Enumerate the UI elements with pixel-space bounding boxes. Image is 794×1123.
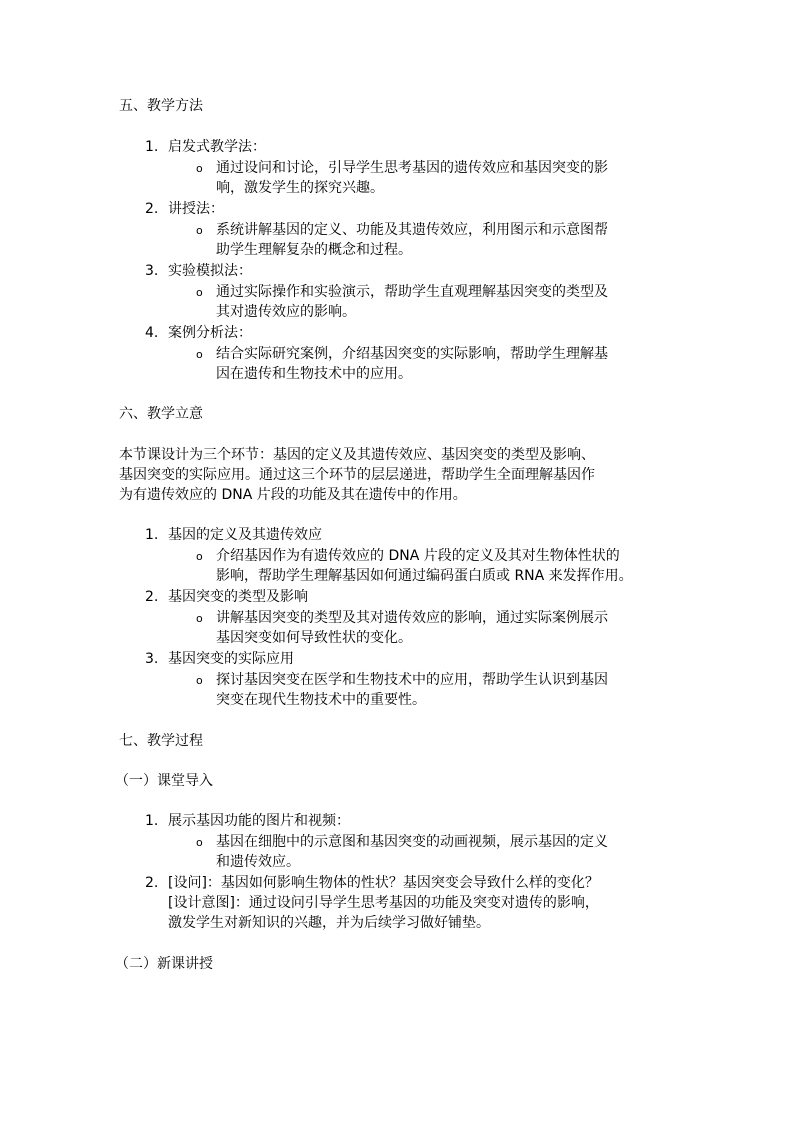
list-item-text: 响，激发学生的探究兴趣。 <box>216 180 384 196</box>
bullet-icon: o <box>196 224 203 237</box>
list-item-text: 和遗传效应。 <box>216 854 300 870</box>
list-number: 3. <box>145 263 159 279</box>
subsection-heading-new-lesson: （二）新课讲授 <box>115 956 213 972</box>
bullet-icon: o <box>196 348 203 361</box>
paragraph-line: 为有遗传效应的 DNA 片段的功能及其在遗传中的作用。 <box>119 487 467 503</box>
list-item-text: 讲解基因突变的类型及其对遗传效应的影响，通过实际案例展示 <box>216 610 608 626</box>
bullet-icon: o <box>196 162 203 175</box>
list-number: 1. <box>145 527 159 543</box>
bullet-icon: o <box>196 612 203 625</box>
list-item-text: 系统讲解基因的定义、功能及其遗传效应，利用图示和示意图帮 <box>216 222 608 238</box>
section-heading-teaching-methods: 五、教学方法 <box>119 98 203 114</box>
list-item-title: 基因的定义及其遗传效应 <box>168 527 322 543</box>
list-item-text: 结合实际研究案例，介绍基因突变的实际影响，帮助学生理解基 <box>216 346 608 362</box>
bullet-icon: o <box>196 550 203 563</box>
list-item-text: 基因在细胞中的示意图和基因突变的动画视频，展示基因的定义 <box>216 834 608 850</box>
list-item-title: 展示基因功能的图片和视频： <box>168 813 350 829</box>
list-number: 2. <box>145 875 159 891</box>
list-item-title: 启发式教学法： <box>168 139 266 155</box>
list-number: 3. <box>145 651 159 667</box>
list-number: 1. <box>145 813 159 829</box>
list-item-text: 突变在现代生物技术中的重要性。 <box>216 692 426 708</box>
list-item-text: 基因突变如何导致性状的变化。 <box>216 630 412 646</box>
paragraph-line: 基因突变的实际应用。通过这三个环节的层层递进，帮助学生全面理解基因作 <box>119 467 595 483</box>
list-item-title: 基因突变的类型及影响 <box>168 589 308 605</box>
list-item-title: 讲授法： <box>168 201 224 217</box>
paragraph-line: 本节课设计为三个环节：基因的定义及其遗传效应、基因突变的类型及影响、 <box>119 447 595 463</box>
list-item-text: 介绍基因作为有遗传效应的 DNA 片段的定义及其对生物体性状的 <box>216 548 620 564</box>
design-intent-line: [设计意图]：通过设问引导学生思考基因的功能及突变对遗传的影响， <box>168 895 599 911</box>
list-item-text: 通过实际操作和实验演示，帮助学生直观理解基因突变的类型及 <box>216 284 608 300</box>
list-item-text: 其对遗传效应的影响。 <box>216 304 356 320</box>
list-item-title: 基因突变的实际应用 <box>168 651 294 667</box>
design-intent-line: 激发学生对新知识的兴趣，并为后续学习做好铺垫。 <box>168 915 490 931</box>
list-item-title: 案例分析法： <box>168 325 252 341</box>
question-line: [设问]：基因如何影响生物体的性状？基因突变会导致什么样的变化？ <box>168 875 599 891</box>
list-item-text: 因在遗传和生物技术中的应用。 <box>216 366 412 382</box>
list-item-title: 实验模拟法： <box>168 263 252 279</box>
list-item-text: 通过设问和讨论，引导学生思考基因的遗传效应和基因突变的影 <box>216 160 608 176</box>
subsection-heading-introduction: （一）课堂导入 <box>115 773 213 789</box>
list-number: 1. <box>145 139 159 155</box>
list-number: 4. <box>145 325 159 341</box>
bullet-icon: o <box>196 286 203 299</box>
section-heading-teaching-process: 七、教学过程 <box>119 733 203 749</box>
list-number: 2. <box>145 201 159 217</box>
bullet-icon: o <box>196 836 203 849</box>
list-number: 2. <box>145 589 159 605</box>
list-item-text: 影响，帮助学生理解基因如何通过编码蛋白质或 RNA 来发挥作用。 <box>216 568 633 584</box>
bullet-icon: o <box>196 674 203 687</box>
section-heading-teaching-intent: 六、教学立意 <box>119 406 203 422</box>
list-item-text: 助学生理解复杂的概念和过程。 <box>216 242 412 258</box>
list-item-text: 探讨基因突变在医学和生物技术中的应用，帮助学生认识到基因 <box>216 672 608 688</box>
